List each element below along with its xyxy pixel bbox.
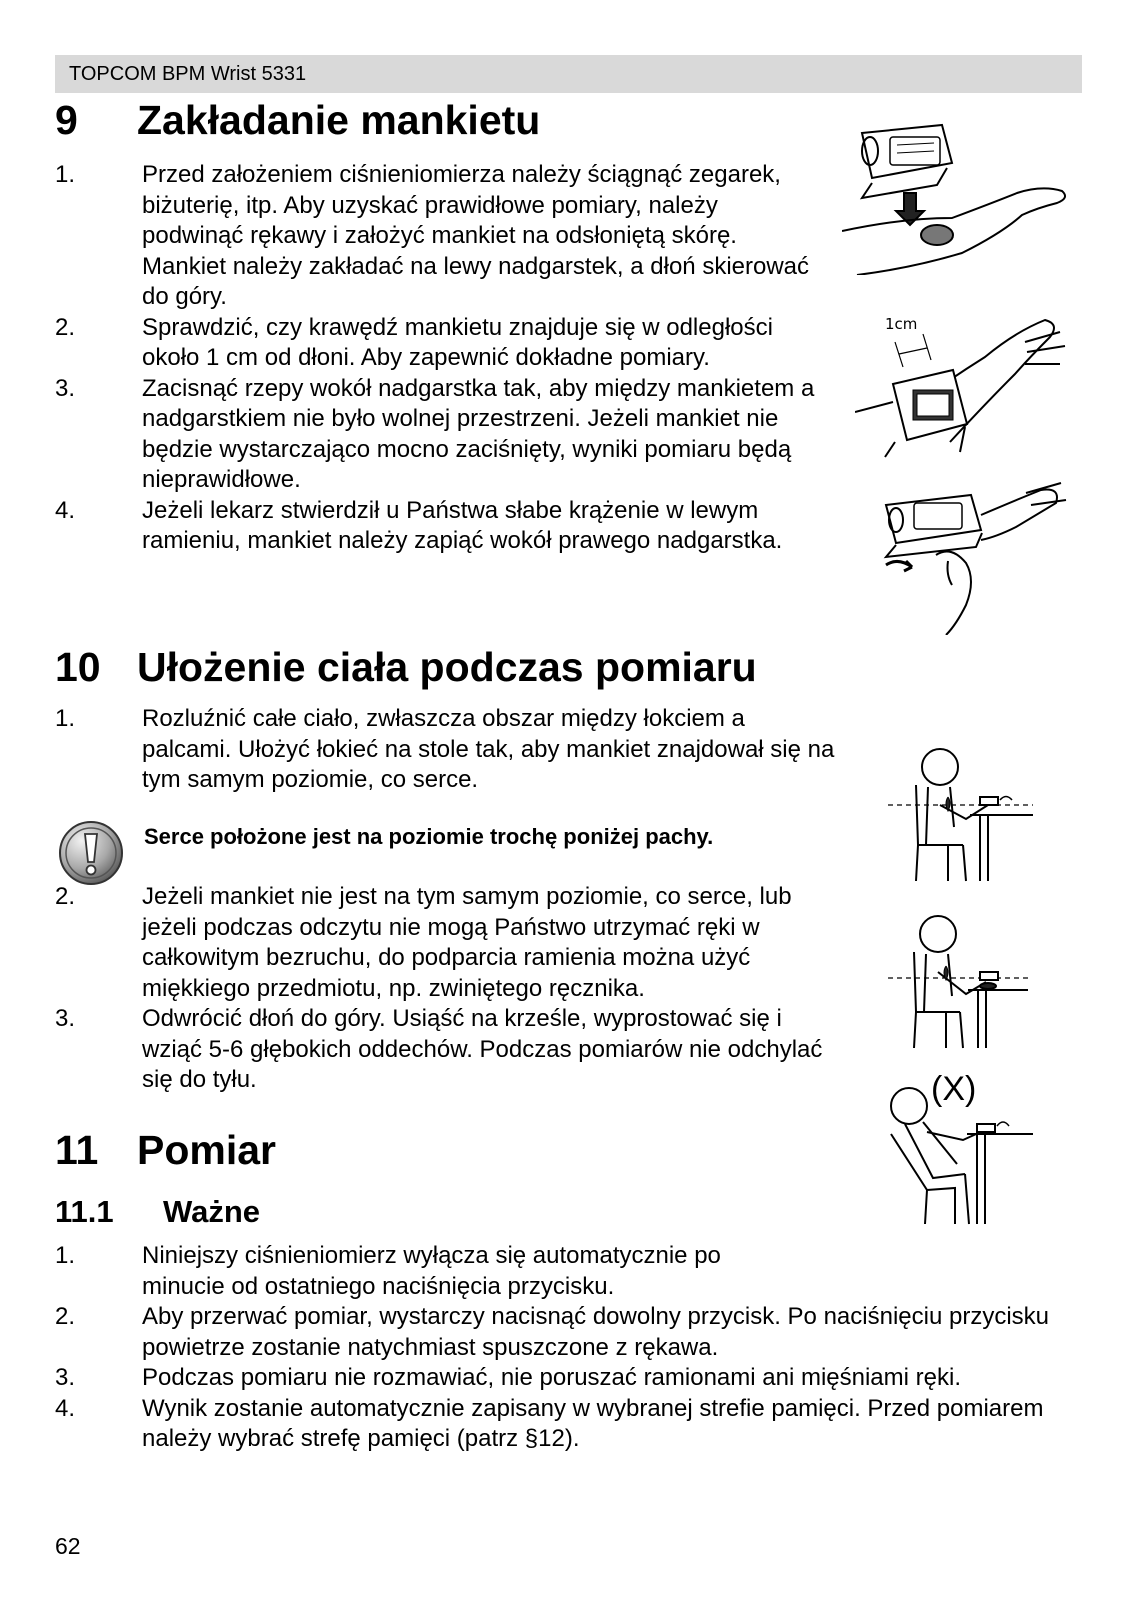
page-number: 62 xyxy=(55,1533,81,1559)
section-11-number: 11 xyxy=(55,1127,99,1173)
list-item xyxy=(55,374,825,496)
list-item xyxy=(55,313,825,374)
subsection-11-1-heading xyxy=(55,1195,260,1229)
item-number: 4. xyxy=(55,1394,76,1422)
running-header xyxy=(55,55,1082,93)
item-number: 2. xyxy=(55,1303,76,1330)
illustration-1cm-distance xyxy=(855,312,1075,462)
item-number: 2. xyxy=(55,883,76,910)
item-text: Zacisnąć rzepy wokół nadgarstka tak, aby między mankietem a nadgarstkiem nie było wolnej przestrzeni. Jeżeli mankiet nie będzie wystarczająco mocno zaciśnięty, wyniki pomiaru będą nieprawidłowe. xyxy=(142,374,815,493)
item-text: Odwrócić dłoń do góry. Usiąść na krześle, wyprostować się i wziąć 5-6 głębokich oddechów. Podczas pomiarów nie odchylać się do tyłu. xyxy=(142,1005,823,1093)
list-item xyxy=(55,1363,1055,1394)
item-text: Rozluźnić całe ciało, zwłaszcza obszar między łokciem a palcami. Ułożyć łokieć na stole tak, aby mankiet znajdował się na tym samym poziomie, co serce. xyxy=(142,705,835,793)
item-number: 4. xyxy=(55,496,76,524)
section-11-heading xyxy=(55,1128,276,1173)
list-item xyxy=(55,1241,772,1302)
list-item xyxy=(55,704,835,796)
item-number: 1. xyxy=(55,161,76,188)
section-11-list xyxy=(55,1241,1055,1455)
section-10-title: Ułożenie ciała podczas pomiaru xyxy=(137,644,757,690)
item-number: 3. xyxy=(55,1005,76,1032)
wrong-posture-label: (X) xyxy=(931,1070,977,1108)
item-number: 3. xyxy=(55,1364,76,1391)
section-9-list xyxy=(55,160,825,557)
section-10-number: 10 xyxy=(55,644,101,690)
note-text: Serce położone jest na poziomie trochę poniżej pachy. xyxy=(144,824,714,849)
header-title: TOPCOM BPM Wrist 5331 xyxy=(69,63,307,85)
subsection-number: 11.1 xyxy=(55,1194,114,1229)
illustration-posture-towel xyxy=(888,912,1038,1050)
list-item xyxy=(55,1394,1055,1455)
subsection-title: Ważne xyxy=(163,1194,261,1229)
item-text: Podczas pomiaru nie rozmawiać, nie poruszać ramionami ani mięśniami ręki. xyxy=(142,1364,961,1391)
exclamation-icon xyxy=(58,820,124,886)
item-number: 1. xyxy=(55,1242,76,1269)
item-text: Przed założeniem ciśnieniomierza należy ściągnąć zegarek, biżuterię, itp. Aby uzyskać prawidłowe pomiary, należy podwinąć rękawy i założyć mankiet na odsłoniętą skórę. Mankiet należy zakładać na lewy nadgarstek, a dłoń skierować do góry. xyxy=(142,161,810,310)
illustration-posture-wrong xyxy=(885,1070,1037,1226)
section-11-title: Pomiar xyxy=(137,1127,276,1173)
illustration-cuff-placement xyxy=(842,123,1074,275)
section-9-heading xyxy=(55,98,540,143)
item-number: 2. xyxy=(55,313,76,341)
section-10-list-a xyxy=(55,704,835,796)
section-10-heading xyxy=(55,645,757,690)
item-text: Sprawdzić, czy krawędź mankietu znajduje się w odległości około 1 cm od dłoni. Aby zapewnić dokładne pomiary. xyxy=(142,313,773,371)
item-text: Jeżeli mankiet nie jest na tym samym poziomie, co serce, lub jeżeli podczas odczytu nie mogą Państwo utrzymać ręki w całkowitym bezruchu, do podparcia ramienia można użyć miękkiego przedmiotu, np. zwiniętego ręcznika. xyxy=(142,883,792,1002)
item-number: 3. xyxy=(55,374,76,402)
section-10-list-b xyxy=(55,882,845,1096)
illustration-velcro-closing xyxy=(876,475,1076,635)
section-9-title: Zakładanie mankietu xyxy=(137,97,541,143)
list-item xyxy=(55,1302,1055,1363)
distance-label: 1cm xyxy=(885,315,918,333)
section-9-number: 9 xyxy=(55,97,78,143)
list-item xyxy=(55,496,825,557)
list-item xyxy=(55,1004,845,1096)
item-text: Aby przerwać pomiar, wystarczy nacisnąć dowolny przycisk. Po naciśnięciu przycisku powietrze zostanie natychmiast spuszczone z rękawa. xyxy=(142,1303,1049,1361)
item-text: Wynik zostanie automatycznie zapisany w wybranej strefie pamięci. Przed pomiarem należy wybrać strefę pamięci (patrz §12). xyxy=(142,1394,1044,1452)
list-item xyxy=(55,160,825,313)
illustration-posture-correct xyxy=(888,745,1038,885)
item-text: Jeżeli lekarz stwierdził u Państwa słabe krążenie w lewym ramieniu, mankiet należy zapiąć wokół prawego nadgarstka. xyxy=(142,496,783,554)
item-number: 1. xyxy=(55,705,76,732)
item-text: Niniejszy ciśnieniomierz wyłącza się automatycznie po minucie od ostatniego naciśnięcia przycisku. xyxy=(142,1242,721,1300)
list-item xyxy=(55,882,845,1004)
